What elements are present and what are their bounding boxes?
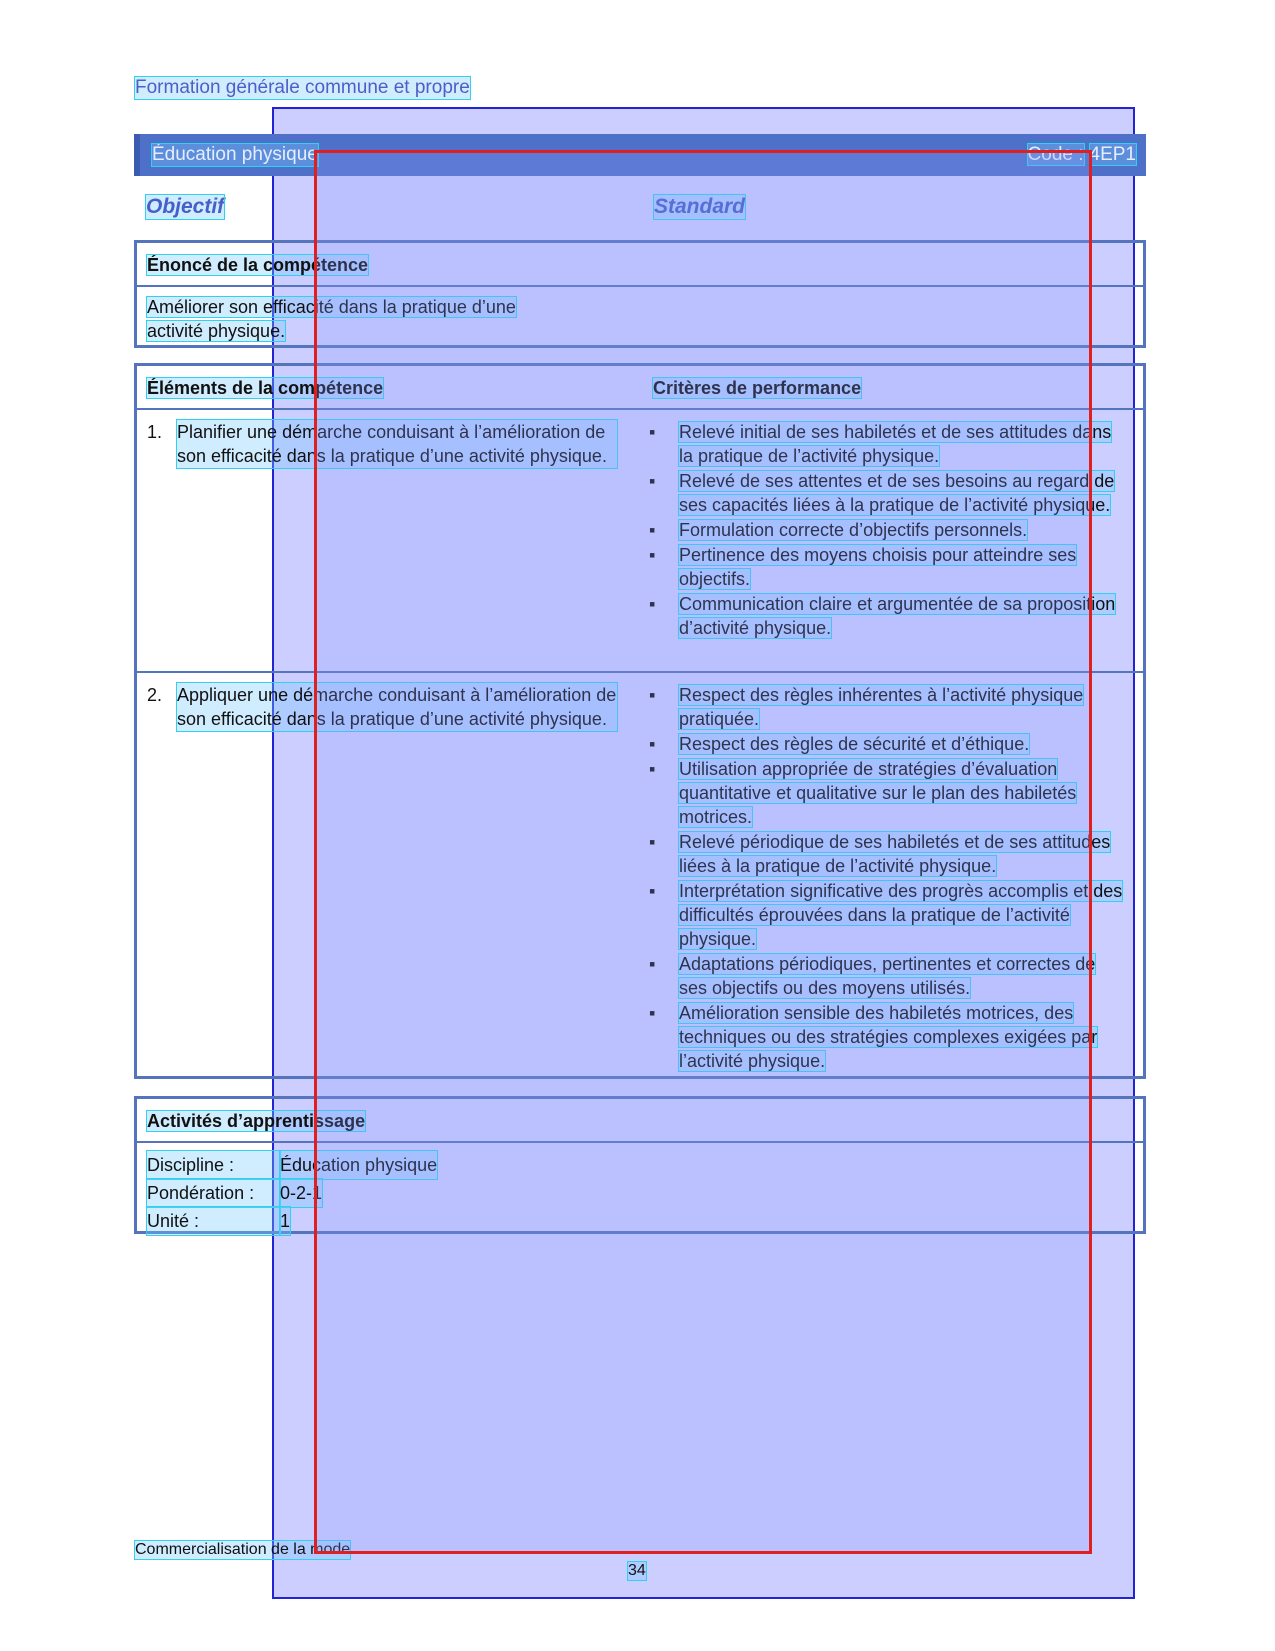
bullet-icon: ▪ <box>649 422 656 442</box>
criterion-item: ▪ Formulation correcte d’objectifs personnels. <box>649 520 1028 540</box>
bullet-icon: ▪ <box>649 881 656 901</box>
elements-heading: Éléments de la compétence <box>147 378 384 398</box>
activites-heading: Activités d’apprentissage <box>147 1111 366 1131</box>
element-text: Planifier une démarche conduisant à l’amélioration de son efficacité dans la pratique d’une activité physique. <box>177 420 617 468</box>
selection-overlay-inner <box>314 150 1092 1554</box>
criteria-heading: Critères de performance <box>653 378 862 398</box>
element-text: Appliquer une démarche conduisant à l’amélioration de son efficacité dans la pratique d’une activité physique. <box>177 685 617 729</box>
code-value: 4EP1 <box>1089 144 1136 165</box>
discipline-label: Discipline : <box>147 1151 280 1179</box>
bullet-icon: ▪ <box>649 759 656 779</box>
criterion-item: ▪ Interprétation significative des progrès accomplis et des difficultés éprouvées dans la pratique de l’activité physique. <box>649 881 1123 949</box>
criterion-item: ▪ Communication claire et argumentée de sa proposition d’activité physique. <box>649 594 1116 638</box>
criterion-item: ▪ Respect des règles inhérentes à l’activité physique pratiquée. <box>649 685 1084 729</box>
criterion-item: ▪ Pertinence des moyens choisis pour atteindre ses objectifs. <box>649 545 1077 589</box>
unite-value: 1 <box>280 1207 290 1235</box>
bullet-icon: ▪ <box>649 520 656 540</box>
ponderation-value: 0-2-1 <box>280 1179 322 1207</box>
bullet-icon: ▪ <box>649 734 656 754</box>
discipline-value: Éducation physique <box>280 1151 437 1179</box>
ponderation-label: Pondération : <box>147 1179 280 1207</box>
objective-label: Objectif <box>146 195 225 218</box>
bullet-icon: ▪ <box>649 594 656 614</box>
criterion-item: ▪ Utilisation appropriée de stratégies d’évaluation quantitative et qualitative sur le plan des habiletés motrices. <box>649 759 1077 827</box>
band-title: Éducation physique <box>152 144 318 165</box>
footer-program: Commercialisation de la mode <box>135 1541 351 1558</box>
element-number: 1. <box>147 422 163 442</box>
enonce-text: Améliorer son efficacité dans la pratique d’une activité physique. <box>147 297 516 341</box>
criterion-item: ▪ Relevé de ses attentes et de ses besoins au regard de ses capacités liées à la pratique de l’activité physique. <box>649 471 1115 515</box>
bullet-icon: ▪ <box>649 832 656 852</box>
bullet-icon: ▪ <box>649 1003 656 1023</box>
criterion-item: ▪ Respect des règles de sécurité et d’éthique. <box>649 734 1030 754</box>
bullet-icon: ▪ <box>649 545 656 565</box>
criterion-item: ▪ Adaptations périodiques, pertinentes et correctes de ses objectifs ou des moyens utilisés. <box>649 954 1096 998</box>
bullet-icon: ▪ <box>649 954 656 974</box>
standard-label: Standard <box>654 195 746 218</box>
bullet-icon: ▪ <box>649 471 656 491</box>
code-label: Code : <box>1027 144 1084 165</box>
unite-label: Unité : <box>147 1207 280 1235</box>
criterion-item: ▪ Relevé initial de ses habiletés et de ses attitudes dans la pratique de l’activité physique. <box>649 422 1112 466</box>
enonce-heading: Énoncé de la compétence <box>147 255 369 275</box>
element-number: 2. <box>147 685 163 705</box>
page-number: 34 <box>628 1562 646 1579</box>
page-caption: Formation générale commune et propre <box>135 77 470 98</box>
criterion-item: ▪ Relevé périodique de ses habiletés et de ses attitudes liées à la pratique de l’activité physique. <box>649 832 1111 876</box>
criterion-item: ▪ Amélioration sensible des habiletés motrices, des techniques ou des stratégies complexes exigées par l’activité physique. <box>649 1003 1098 1071</box>
bullet-icon: ▪ <box>649 685 656 705</box>
